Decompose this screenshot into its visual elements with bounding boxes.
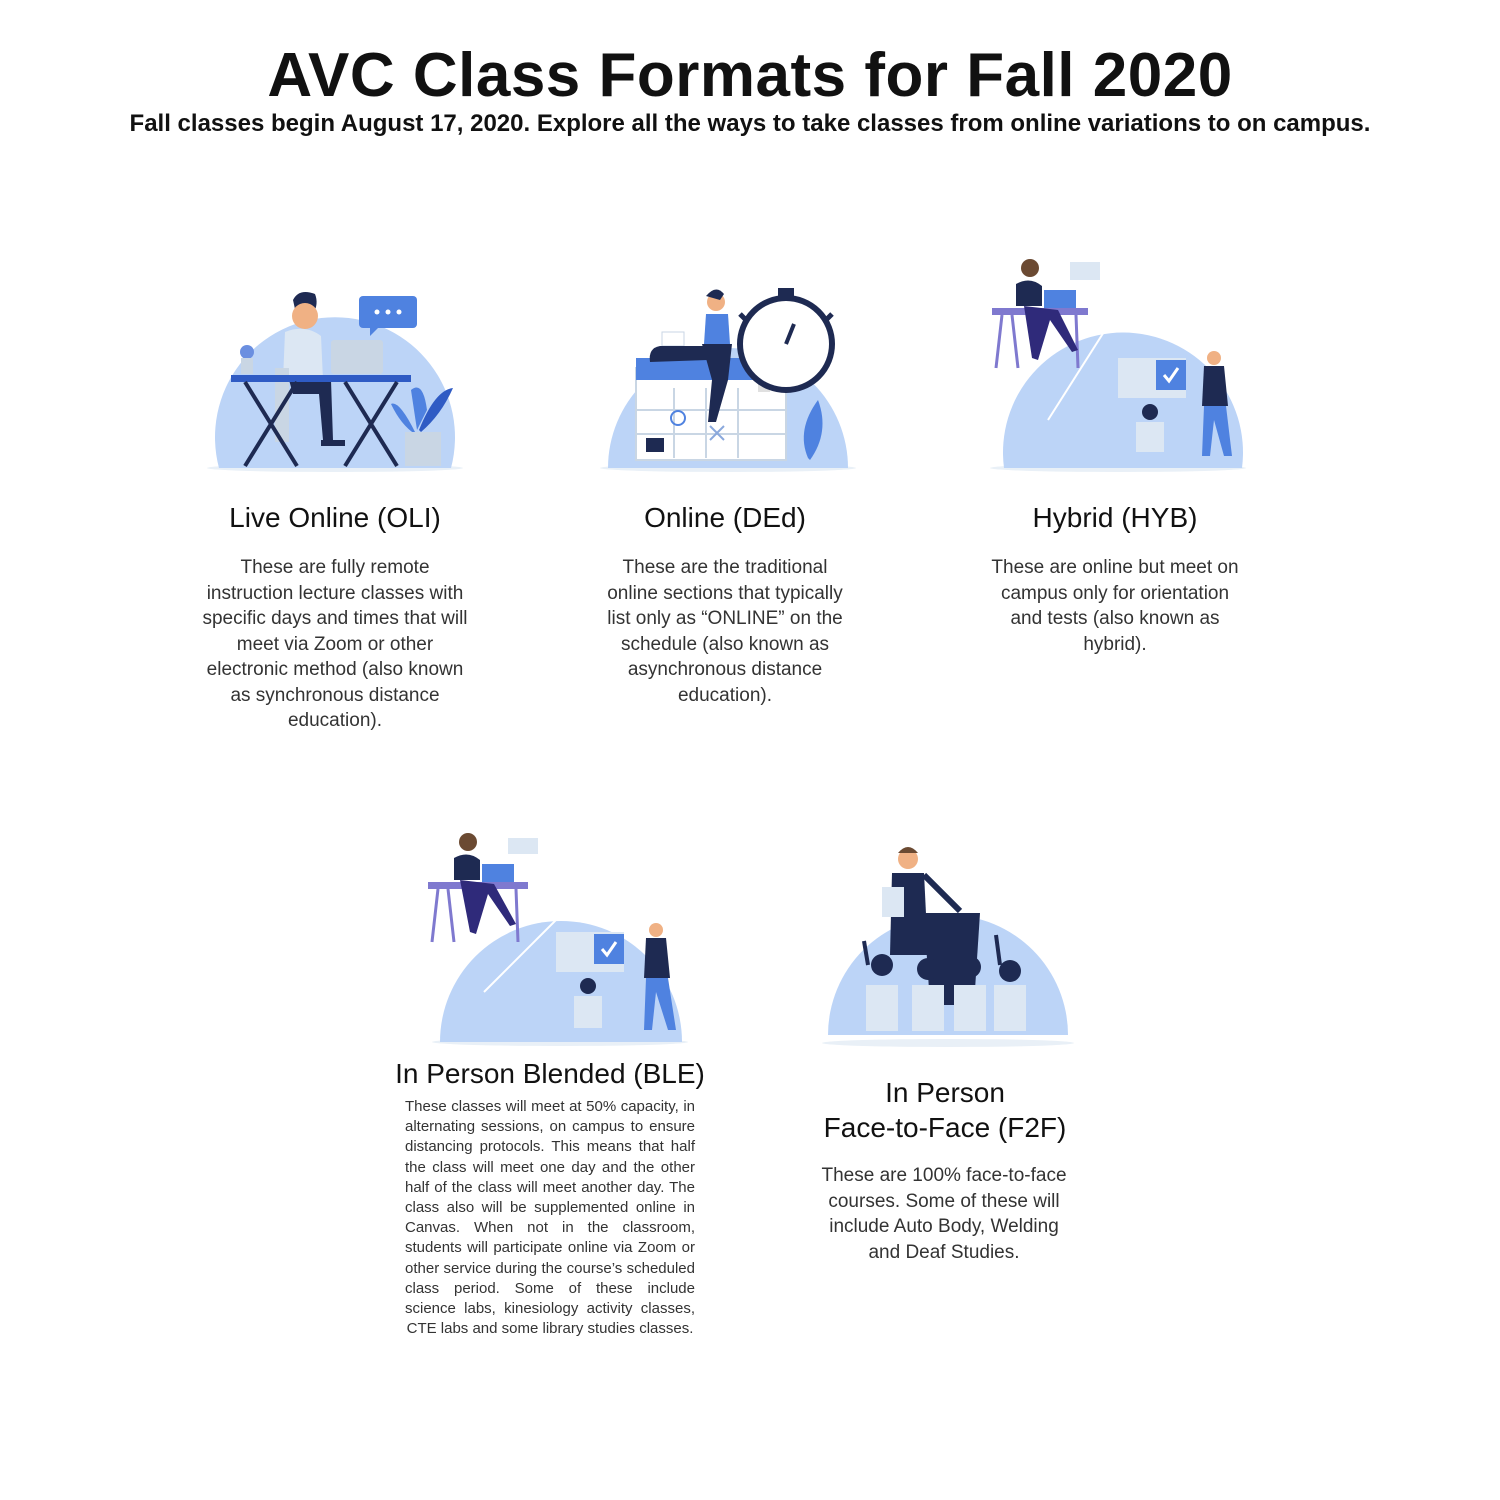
page-subtitle: Fall classes begin August 17, 2020. Explore all the ways to take classes from online variations to on campus. <box>129 110 1371 137</box>
f2f-description: These are 100% face-to-face courses. Some of these will include Auto Body, Welding and Deaf Studies. <box>821 1165 1067 1263</box>
f2f-title-line2: Face-to-Face (F2F) <box>823 1112 1067 1143</box>
hybrid-title: Hybrid (HYB) <box>1032 502 1198 533</box>
blended-description: These classes will meet at 50% capacity, in alternating sessions, on campus to ensure distancing protocols. This means that half the class will meet one day and the other half of the class will meet another day. The class also will be supplemented online in Canvas. When not in the classroom, students will participate online via Zoom or other service during the course’s scheduled class period. Some of these include science labs, kinesiology activity classes, CTE labs and some library studies classes. <box>405 1098 695 1338</box>
live-online-title: Live Online (OLI) <box>229 502 441 533</box>
lecturer-and-students-icon <box>820 815 1075 1050</box>
page-title: AVC Class Formats for Fall 2020 <box>267 41 1233 110</box>
live-online-illustration <box>205 240 465 475</box>
online-and-classroom-split-icon <box>420 820 690 1050</box>
hybrid-description: These are online but meet on campus only for orientation and tests (also known as hybrid). <box>991 557 1239 655</box>
online-ded-description: These are the traditional online sections that typically list only as “ONLINE” on the schedule (also known as asynchronous distance education). <box>607 557 843 706</box>
hybrid-illustration <box>988 240 1248 475</box>
f2f-title-line1: In Person <box>885 1077 1005 1108</box>
f2f-illustration <box>820 815 1075 1050</box>
live-online-description: These are fully remote instruction lecture classes with specific days and times that will meet via Zoom or other electronic method (also known as synchronous distance education). <box>202 557 468 731</box>
blended-title: In Person Blended (BLE) <box>395 1058 705 1089</box>
person-at-desk-laptop-icon <box>205 240 465 475</box>
calendar-stopwatch-icon <box>598 240 858 475</box>
online-ded-illustration <box>598 240 858 475</box>
online-ded-title: Online (DEd) <box>644 502 806 533</box>
blended-illustration <box>420 820 690 1050</box>
online-and-classroom-split-icon <box>988 240 1248 475</box>
